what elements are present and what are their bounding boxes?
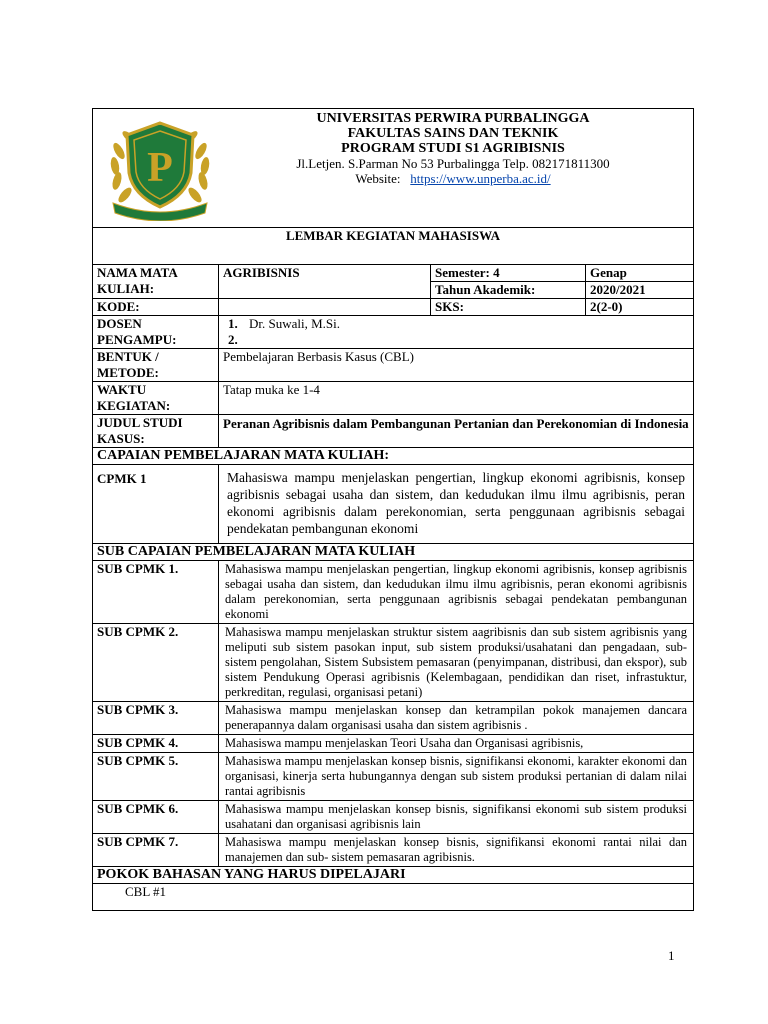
university-name: UNIVERSITAS PERWIRA PURBALINGGA — [316, 111, 590, 126]
cpmk-row — [93, 465, 694, 544]
credits-value: 2(2-0) — [586, 299, 694, 316]
sub-cpmk-row — [93, 834, 694, 867]
academic-year-value: 2020/2021 — [586, 282, 694, 299]
credits-label: SKS: — [431, 299, 586, 316]
sub-cpmk-text: Mahasiswa mampu menjelaskan konsep bisnis, signifikansi ekonomi sub sistem produksi usahatani dan organisasi agribisnis lain — [219, 801, 694, 834]
sub-cpmk-row — [93, 735, 694, 753]
sub-cpmk-row — [93, 702, 694, 735]
sub-cpmk-text: Mahasiswa mampu menjelaskan konsep bisnis, signifikansi ekonomi rantai nilai dan manajemen dan sub- sistem pemasaran agribisnis. — [219, 834, 694, 867]
sub-cpmk-row — [93, 624, 694, 702]
sub-cpmk-text: Mahasiswa mampu menjelaskan Teori Usaha dan Organisasi agribisnis, — [219, 735, 694, 753]
pokok-heading-row — [93, 867, 694, 884]
activity-time-value: Tatap muka ke 1-4 — [219, 382, 694, 415]
course-name-label: NAMA MATA KULIAH: — [93, 265, 219, 299]
address: Jl.Letjen. S.Parman No 53 Purbalingga Telp. 082171811300 — [296, 156, 610, 171]
activity-time-row — [93, 382, 694, 415]
sub-cpmk-heading: SUB CAPAIAN PEMBELAJARAN MATA KULIAH — [93, 544, 694, 561]
course-name-value: AGRIBISNIS — [219, 265, 431, 299]
university-logo — [105, 111, 215, 221]
method-value: Pembelajaran Berbasis Kasus (CBL) — [219, 349, 694, 382]
cpmk-text: Mahasiswa mampu menjelaskan pengertian, lingkup ekonomi agribisnis, konsep agribisnis sebagai usaha dan sistem, dan kedudukan ilmu ilmu agribisnis, peran ekonomi agribisnis dalam perekonomian, serta penggunaan agribisnis sebagai pendekatan pembangunan ekonomi — [219, 465, 694, 544]
sheet-title: LEMBAR KEGIATAN MAHASISWA — [93, 228, 694, 265]
sub-cpmk-label: SUB CPMK 4. — [93, 735, 219, 753]
lecturer-row — [93, 316, 694, 349]
website-label: Website: — [355, 171, 401, 186]
pokok-item: CBL #1 — [93, 884, 694, 911]
lecturer-item: 1. Dr. Suwali, M.Si. — [241, 316, 689, 332]
sub-cpmk-label: SUB CPMK 7. — [93, 834, 219, 867]
sub-cpmk-row — [93, 561, 694, 624]
program-name: PROGRAM STUDI S1 AGRIBISNIS — [341, 141, 565, 156]
sub-cpmk-text: Mahasiswa mampu menjelaskan pengertian, lingkup ekonomi agribisnis, konsep agribisnis sebagai usaha dan sistem, dan kedudukan ilmu ilmu agribisnis, peran ekonomi agribisnis dalam perekonomian, serta penggunaan agribisnis sebagai pendekatan pembangunan ekonomi — [219, 561, 694, 624]
sub-cpmk-label: SUB CPMK 1. — [93, 561, 219, 624]
faculty-name: FAKULTAS SAINS DAN TEKNIK — [347, 126, 559, 141]
sub-cpmk-label: SUB CPMK 5. — [93, 753, 219, 801]
header-row — [93, 109, 694, 228]
sub-cpmk-text: Mahasiswa mampu menjelaskan struktur sistem aagribisnis dan sub sistem agribisnis yang meliputi sub sistem pasokan input, sub sistem produksi/usahatani dan pengadaan, sub-sistem pengolahan, Sistem Subsistem pemasaran (penyimpanan, distribusi, dan ekspor), sub sistem Pendukung Operasi agribisnis (Kelembagaan, pendidikan dan riset, infrastuktur, perkreditan, regulasi, organisasi petani) — [219, 624, 694, 702]
code-value — [219, 299, 431, 316]
lecturer-list-cell — [219, 316, 694, 349]
semester-value: Genap — [586, 265, 694, 282]
sub-cpmk-text: Mahasiswa mampu menjelaskan konsep bisnis, signifikansi ekonomi, karakter ekonomi dan organisasi, kinerja serta hubungannya dengan sub sistem produksi pertanian di dalam nilai rantai agribisnis — [219, 753, 694, 801]
page-number: 1 — [668, 948, 675, 963]
method-row — [93, 349, 694, 382]
course-name-row — [93, 265, 694, 282]
case-title-label: JUDUL STUDI KASUS: — [93, 415, 219, 448]
case-title-row — [93, 415, 694, 448]
pokok-heading: POKOK BAHASAN YANG HARUS DIPELAJARI — [93, 867, 694, 884]
sub-cpmk-text: Mahasiswa mampu menjelaskan konsep dan ketrampilan pokok manajemen dancara penerapannya dalam organisasi usaha dan sistem agribisnis . — [219, 702, 694, 735]
lecturer-list — [223, 316, 689, 348]
code-label: KODE: — [93, 299, 219, 316]
cpmk-heading: CAPAIAN PEMBELAJARAN MATA KULIAH: — [93, 448, 694, 465]
title-row — [93, 228, 694, 265]
institution-header — [225, 111, 681, 186]
method-label: BENTUK / METODE: — [93, 349, 219, 382]
semester-label: Semester: 4 — [431, 265, 586, 282]
header-cell — [93, 109, 694, 228]
website-link[interactable]: https://www.unperba.ac.id/ — [410, 171, 551, 186]
academic-year-label: Tahun Akademik: — [431, 282, 586, 299]
sub-cpmk-row — [93, 753, 694, 801]
activity-sheet-table — [92, 108, 694, 911]
logo-letter: P — [147, 145, 173, 191]
cpmk-heading-row — [93, 448, 694, 465]
pokok-item-row — [93, 884, 694, 911]
code-row — [93, 299, 694, 316]
lecturer-label: DOSEN PENGAMPU: — [93, 316, 219, 349]
activity-time-label: WAKTU KEGIATAN: — [93, 382, 219, 415]
sub-cpmk-label: SUB CPMK 2. — [93, 624, 219, 702]
website-line — [225, 171, 681, 186]
sub-cpmk-heading-row — [93, 544, 694, 561]
sub-cpmk-label: SUB CPMK 6. — [93, 801, 219, 834]
cpmk-label: CPMK 1 — [93, 465, 219, 544]
sub-cpmk-row — [93, 801, 694, 834]
lecturer-item — [241, 332, 689, 348]
case-title-value: Peranan Agribisnis dalam Pembangunan Pertanian dan Perekonomian di Indonesia — [219, 415, 694, 448]
sub-cpmk-label: SUB CPMK 3. — [93, 702, 219, 735]
